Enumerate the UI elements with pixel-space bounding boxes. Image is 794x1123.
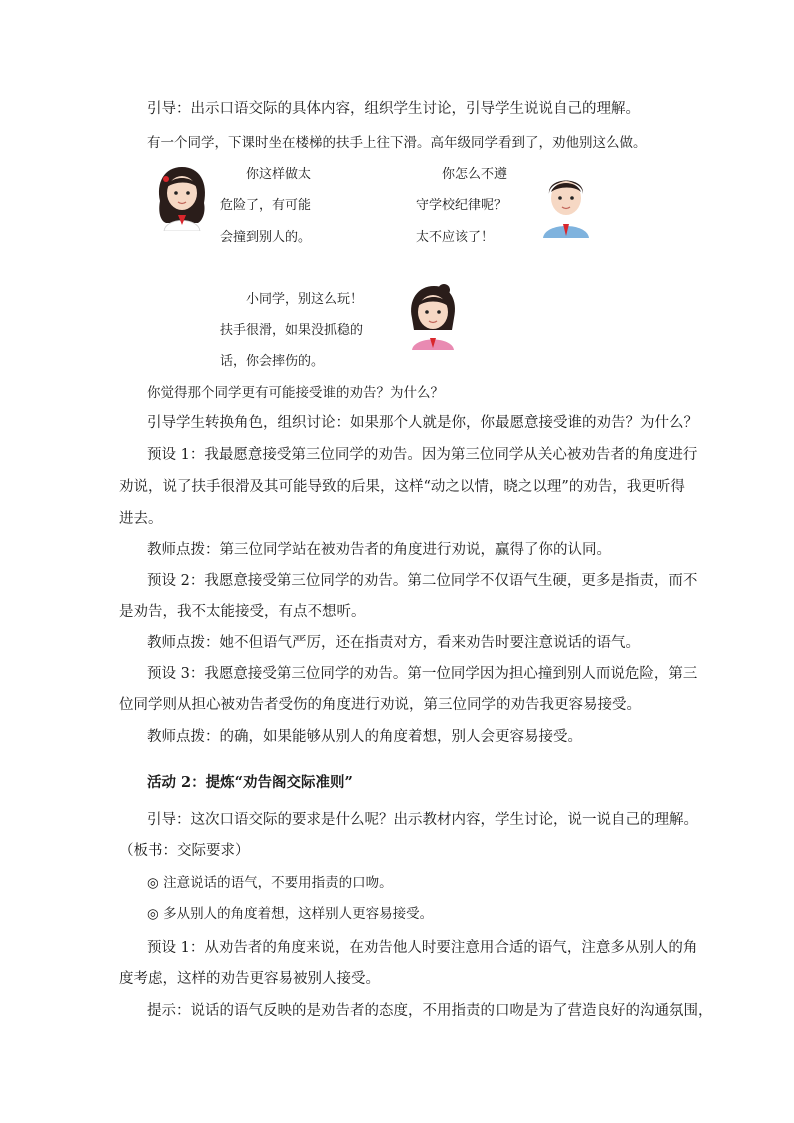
paragraph: 教师点拨：第三位同学站在被劝告者的角度进行劝说，赢得了你的认同。 — [147, 542, 611, 558]
paragraph: 预设 3：我愿意接受第三位同学的劝告。第一位同学因为担心撞到别人而说危险，第三 — [147, 666, 698, 682]
speech-bubble-3 — [218, 290, 388, 370]
bubble3-line: 话，你会摔伤的。 — [220, 354, 325, 369]
paragraph: 引导学生转换角色，组织讨论：如果那个人就是你，你最愿意接受谁的劝告？为什么？ — [147, 415, 698, 431]
paragraph: 度考虑，这样的劝告更容易被别人接受。 — [119, 971, 380, 987]
paragraph: 劝说，说了扶手很滑及其可能导致的后果，这样“动之以情，晓之以理”的劝告，我更听得 — [119, 479, 685, 495]
paragraph: 位同学则从担心被劝告者受伤的角度进行劝说，第三位同学的劝告我更容易接受。 — [119, 697, 641, 713]
bubble1-line: 会撞到别人的。 — [220, 230, 312, 245]
bubble2-line: 太不应该了！ — [416, 230, 495, 245]
requirement-item: ◎ 多从别人的角度着想，这样别人更容易接受。 — [147, 906, 434, 922]
bubble3-line: 小同学，别这么玩！ — [246, 292, 364, 307]
speech-bubble-1 — [218, 165, 338, 245]
bubble2-line: 守学校纪律呢？ — [416, 198, 508, 213]
paragraph: 引导：这次口语交际的要求是什么呢？出示教材内容，学生讨论，说一说自己的理解。 — [147, 812, 698, 828]
paragraph: 预设 1：我最愿意接受第三位同学的劝告。因为第三位同学从关心被劝告者的角度进行 — [147, 447, 698, 463]
paragraph: （板书：交际要求） — [119, 843, 250, 859]
girl-portrait-icon — [154, 163, 210, 231]
boy-portrait-icon — [537, 166, 595, 238]
paragraph: 是劝告，我不太能接受，有点不想听。 — [119, 604, 366, 620]
paragraph: 教师点拨：的确，如果能够从别人的角度着想，别人会更容易接受。 — [147, 729, 582, 745]
paragraph: 进去。 — [119, 511, 163, 527]
paragraph: 预设 2：我愿意接受第三位同学的劝告。第二位同学不仅语气生硬，更多是指责，而不 — [147, 573, 698, 589]
requirement-item: ◎ 注意说话的语气，不要用指责的口吻。 — [147, 875, 393, 891]
bubble2-line: 你怎么不遵 — [442, 167, 508, 182]
speech-bubble-2 — [414, 165, 534, 245]
bubble1-line: 你这样做太 — [246, 167, 312, 182]
question-text: 你觉得那个同学更有可能接受谁的劝告？为什么？ — [147, 385, 444, 401]
paragraph: 教师点拨：她不但语气严厉，还在指责对方，看来劝告时要注意说话的语气。 — [147, 635, 640, 651]
intro-text: 引导：出示口语交际的具体内容，组织学生讨论，引导学生说说自己的理解。 — [147, 101, 640, 117]
paragraph: 预设 1：从劝告者的角度来说，在劝告他人时要注意用合适的语气，注意多从别人的角 — [147, 940, 698, 956]
paragraph: 提示：说话的语气反映的是劝告者的态度，不用指责的口吻是为了营造良好的沟通氛围， — [147, 1003, 713, 1019]
section-heading: 活动 2：提炼“劝告阁交际准则” — [147, 774, 353, 791]
girl-portrait-icon — [404, 282, 460, 350]
bubble3-line: 扶手很滑，如果没抓稳的 — [220, 323, 364, 338]
bubble1-line: 危险了，有可能 — [220, 198, 312, 213]
scenario-text: 有一个同学，下课时坐在楼梯的扶手上往下滑。高年级同学看到了，劝他别这么做。 — [147, 135, 647, 151]
